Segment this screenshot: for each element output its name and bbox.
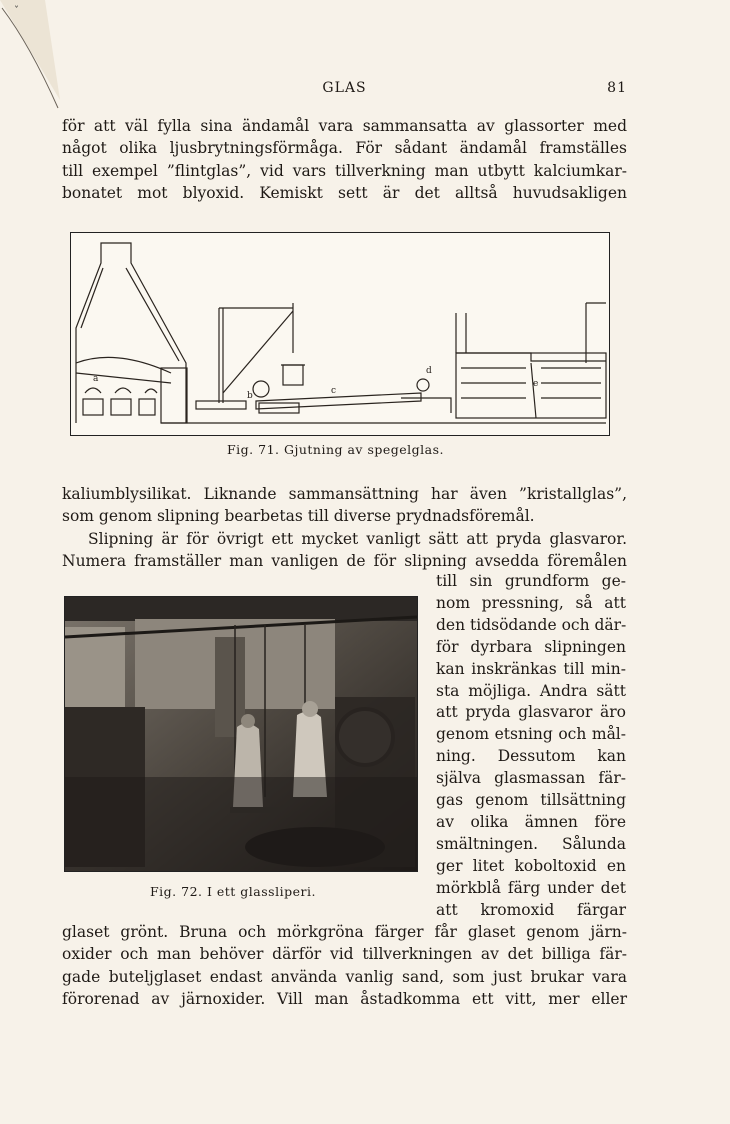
text-line: gade buteljglaset endast använda vanlig sand, som just brukar vara: [62, 967, 627, 986]
text-line: den tidsödande och där-: [436, 615, 627, 634]
text-line: mörkblå färg under det: [436, 878, 626, 897]
page-corner-fold: [0, 0, 110, 120]
text-line: för dyrbara slipningen: [436, 637, 626, 656]
figure-71-label-e: e: [533, 379, 539, 389]
figure-72-caption: Fig. 72. I ett glassliperi.: [150, 884, 316, 899]
paragraph-3: [62, 921, 627, 1011]
figure-71-label-c: c: [331, 386, 337, 396]
text-line: som genom slipning bearbetas till diverse prydnadsföremål.: [62, 507, 535, 526]
casting-drawing: [71, 233, 609, 435]
text-line: Slipning är för övrigt ett mycket vanligt sätt att pryda glasvaror.: [88, 529, 627, 548]
grinding-workshop-photo: [65, 597, 417, 871]
text-line: själva glasmassan fär-: [436, 769, 626, 788]
figure-72-photo: [64, 596, 418, 872]
narrow-column-text: [436, 571, 626, 922]
figure-71-caption: Fig. 71. Gjutning av spegelglas.: [227, 442, 445, 457]
text-line: kaliumblysilikat. Liknande sammansättning har även ”kristallglas”,: [62, 485, 627, 503]
text-line: att kromoxid färgar: [436, 900, 626, 919]
figure-71-label-b: b: [247, 391, 253, 401]
text-line: ning. Dessutom kan: [436, 747, 626, 766]
text-line: till sin grundform ge-: [436, 572, 626, 590]
figure-71-label-d: d: [426, 366, 432, 376]
header-title: GLAS: [322, 80, 367, 96]
text-line: Numera framställer man vanligen de för slipning avsedda föremålen: [62, 552, 627, 571]
text-line: bonatet mot blyoxid. Kemiskt sett är det alltså huvudsakligen: [62, 184, 627, 203]
text-line: smältningen. Sålunda: [436, 834, 626, 853]
text-line: till exempel ”flintglas”, vid vars tillverkning man utbytt kalciumkar-: [62, 161, 627, 180]
paragraph-1: [62, 115, 627, 205]
figure-71-illustration: [70, 232, 610, 436]
text-line: sta möjliga. Andra sätt: [436, 681, 626, 700]
text-line: av olika ämnen före: [436, 812, 626, 831]
text-line: för att väl fylla sina ändamål vara sammansatta av glassorter med: [62, 117, 627, 135]
paragraph-2: [62, 483, 627, 573]
svg-text:ˇ: ˇ: [14, 6, 19, 17]
text-line: genom etsning och mål-: [436, 725, 626, 744]
text-line: att pryda glasvaror äro: [436, 703, 626, 722]
text-line: kan inskränkas till min-: [436, 659, 626, 678]
text-line: ger litet koboltoxid en: [436, 856, 626, 875]
text-line: glaset grönt. Bruna och mörkgröna färger får glaset genom järn-: [62, 923, 627, 941]
page-number: 81: [607, 80, 627, 96]
text-line: nom pressning, så att: [436, 593, 626, 612]
text-line: oxider och man behöver därför vid tillverkningen av det billiga fär-: [62, 945, 627, 964]
text-line: förorenad av järnoxider. Vill man åstadkomma ett vitt, mer eller: [62, 990, 627, 1009]
text-line: gas genom tillsättning: [436, 791, 626, 810]
figure-71-label-a: a: [93, 374, 99, 384]
text-line: något olika ljusbrytningsförmåga. För sådant ändamål framställes: [62, 139, 627, 158]
running-header: [62, 80, 627, 100]
